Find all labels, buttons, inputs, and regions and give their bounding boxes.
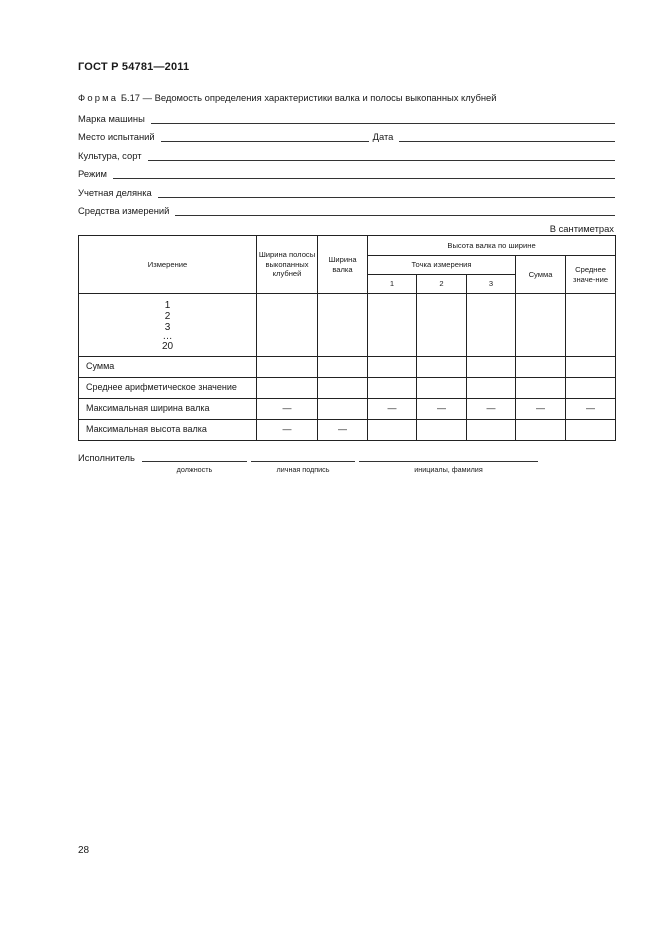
signature-position-caption: должность xyxy=(176,465,213,474)
document-code: ГОСТ Р 54781—2011 xyxy=(78,61,190,73)
index-second: 2 xyxy=(164,311,171,322)
field-mode xyxy=(78,165,615,179)
table-cell[interactable] xyxy=(417,420,467,441)
index-third: 3 xyxy=(164,322,171,333)
table-cell[interactable] xyxy=(516,357,566,378)
dash-cell: — xyxy=(257,420,318,441)
index-last: 20 xyxy=(161,341,174,352)
table-cell[interactable] xyxy=(368,357,417,378)
table-cell[interactable] xyxy=(257,357,318,378)
signature-name-caption: инициалы, фамилия xyxy=(414,465,483,474)
header-sum: Сумма xyxy=(516,256,566,294)
header-point-1: 1 xyxy=(368,275,417,294)
field-crop-label: Культура, сорт xyxy=(78,150,142,161)
signature-position-line[interactable] xyxy=(142,461,247,462)
form-caption-prefix: Форма xyxy=(78,92,119,103)
field-crop xyxy=(78,147,615,161)
dash-cell: — xyxy=(566,399,616,420)
row-mean-label: Среднее арифметическое значение xyxy=(79,378,257,399)
dash-cell: — xyxy=(318,420,368,441)
table-cell[interactable] xyxy=(257,378,318,399)
dash-cell: — xyxy=(516,399,566,420)
table-row xyxy=(79,420,616,441)
field-machine-line[interactable] xyxy=(151,113,615,124)
page-number: 28 xyxy=(78,845,90,856)
field-place-label: Место испытаний xyxy=(78,131,155,142)
table-cell[interactable] xyxy=(417,357,467,378)
header-mean: Среднее значе-ние xyxy=(566,256,616,294)
field-machine xyxy=(78,110,615,124)
dash-cell: — xyxy=(257,399,318,420)
form-caption-text: Б.17 — Ведомость определения характеристики валка и полосы выкопанных клубней xyxy=(120,92,497,103)
signer-label: Исполнитель xyxy=(78,452,135,463)
field-machine-label: Марка машины xyxy=(78,113,145,124)
table-cell[interactable] xyxy=(467,378,516,399)
table-cell[interactable] xyxy=(566,294,616,357)
header-points: Точка измерения xyxy=(368,256,516,275)
field-place-line[interactable] xyxy=(161,131,369,142)
field-mode-line[interactable] xyxy=(113,168,615,179)
table-cell[interactable] xyxy=(417,294,467,357)
index-ellipsis: … xyxy=(162,331,173,342)
table-cell[interactable] xyxy=(467,420,516,441)
table-cell[interactable] xyxy=(318,294,368,357)
table-cell[interactable] xyxy=(257,294,318,357)
table-cell[interactable] xyxy=(566,378,616,399)
table-cell[interactable] xyxy=(516,420,566,441)
field-date-label: Дата xyxy=(372,131,394,142)
index-first: 1 xyxy=(164,300,171,311)
field-mode-label: Режим xyxy=(78,168,107,179)
field-crop-line[interactable] xyxy=(148,150,616,161)
field-plot xyxy=(78,184,615,198)
table-row xyxy=(79,399,616,420)
header-point-2: 2 xyxy=(417,275,467,294)
table-cell[interactable] xyxy=(516,294,566,357)
table-cell[interactable] xyxy=(318,399,368,420)
field-instruments-line[interactable] xyxy=(175,205,615,216)
table-cell[interactable] xyxy=(318,357,368,378)
table-cell[interactable] xyxy=(417,378,467,399)
field-plot-label: Учетная делянка xyxy=(78,187,152,198)
header-point-3: 3 xyxy=(467,275,516,294)
table-row xyxy=(79,378,616,399)
form-caption xyxy=(78,92,497,103)
table-cell[interactable] xyxy=(467,357,516,378)
table-row xyxy=(79,357,616,378)
table-cell[interactable] xyxy=(566,357,616,378)
header-measurement: Измерение xyxy=(79,236,257,294)
row-max-width-label: Максимальная ширина валка xyxy=(79,399,257,420)
header-height-group: Высота валка по ширине xyxy=(368,236,616,256)
table-cell[interactable] xyxy=(368,294,417,357)
field-instruments-label: Средства измерений xyxy=(78,205,170,216)
dash-cell: — xyxy=(467,399,516,420)
dash-cell: — xyxy=(368,399,417,420)
table-row xyxy=(79,294,616,357)
table-cell[interactable] xyxy=(368,420,417,441)
units-label: В сантиметрах xyxy=(549,223,614,234)
measurement-table xyxy=(78,235,616,441)
table-cell[interactable] xyxy=(368,378,417,399)
field-plot-line[interactable] xyxy=(158,187,615,198)
header-strip-width: Ширина полосы выкопанных клубней xyxy=(257,236,318,294)
dash-cell: — xyxy=(417,399,467,420)
table-cell[interactable] xyxy=(516,378,566,399)
row-sum-label: Сумма xyxy=(79,357,257,378)
table-cell[interactable] xyxy=(318,378,368,399)
field-place xyxy=(78,128,615,142)
table-cell[interactable] xyxy=(467,294,516,357)
index-cell xyxy=(79,294,257,357)
signature-sign-caption: личная подпись xyxy=(276,465,330,474)
header-swath-width: Ширина валка xyxy=(318,236,368,294)
signature-name-line[interactable] xyxy=(359,461,538,462)
field-date-line[interactable] xyxy=(399,131,615,142)
table-cell[interactable] xyxy=(566,420,616,441)
signature-sign-line[interactable] xyxy=(251,461,355,462)
row-max-height-label: Максимальная высота валка xyxy=(79,420,257,441)
field-instruments xyxy=(78,202,615,216)
